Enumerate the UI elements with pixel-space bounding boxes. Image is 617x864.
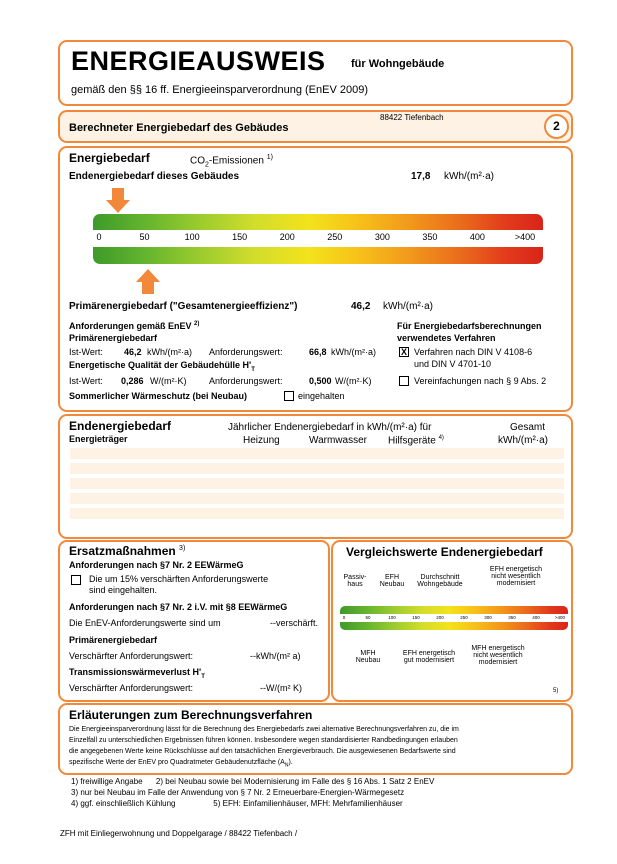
scale-tick-label: 300 bbox=[374, 232, 390, 242]
istwert-value: 46,2 bbox=[124, 347, 142, 357]
vergleich-passivhaus-label: Passiv- haus bbox=[343, 574, 367, 588]
ersatz-a7-check-line1: Die um 15% verschärften Anforderungswerte bbox=[89, 574, 269, 584]
header-box bbox=[58, 40, 573, 106]
col-hilfsgeraete: Hilfsgeräte $^{4)}$ bbox=[388, 435, 444, 447]
endenergie-table-title: Endenergiebedarf bbox=[69, 419, 172, 433]
vergleich-scale-tick-label: 150 bbox=[412, 615, 420, 620]
istwert-unit: kWh/(m²·a) bbox=[147, 347, 192, 357]
erlaeuterungen-text-line4: spezifische Werte der EnEV pro Quadratmeter Gebäudenutzfläche $(A_N)$. bbox=[69, 759, 293, 769]
vergleich-scale-ticks bbox=[340, 614, 568, 622]
footnote-line3: 4) ggf. einschließlich Kühlung 5) EFH: Einfamilienhäuser, MFH: Mehrfamilienhäuser bbox=[71, 799, 403, 808]
verfahren-din-checkbox[interactable]: X bbox=[400, 347, 407, 357]
scale-tick-label: 0 bbox=[96, 232, 102, 242]
vergleich-scale-tick-label: 50 bbox=[365, 615, 371, 620]
endenergie-arrow bbox=[105, 188, 131, 214]
ersatz-title: Ersatzmaßnahmen $^{3)}$ bbox=[69, 544, 186, 558]
istwert-label: Ist-Wert: bbox=[69, 347, 103, 357]
huelle-anf-label: Anforderungswert: bbox=[209, 376, 283, 386]
huelle-ist-label: Ist-Wert: bbox=[69, 376, 103, 386]
erlaeuterungen-text-line3: die angegebenen Werte keine Rückschlüsse auf den tatsächlichen Energieverbrauch. Die ausgewiesenen Bedarfswerte sind bbox=[69, 748, 456, 755]
ersatz-a7-title: Anforderungen nach §7 Nr. 2 EEWärmeG bbox=[69, 560, 244, 570]
endenergie-label: Endenergiebedarf dieses Gebäudes bbox=[69, 171, 240, 182]
col-gesamt: Gesamt bbox=[510, 422, 546, 433]
verfahren-vereinfachung-checkbox[interactable] bbox=[399, 376, 409, 386]
erlaeuterungen-box bbox=[58, 703, 573, 775]
primaerenergie-label: Primärenergiebedarf ("Gesamtenergieeffizienz") bbox=[69, 301, 298, 312]
scale-tick-label: 250 bbox=[327, 232, 343, 242]
anforderungswert-value: 66,8 bbox=[309, 347, 327, 357]
scale-tick-label: 150 bbox=[232, 232, 248, 242]
col-heizung: Heizung bbox=[243, 435, 280, 446]
table-row bbox=[70, 478, 564, 489]
ersatz-a7-check-line2: sind eingehalten. bbox=[89, 585, 158, 595]
vergleich-scale-tick-label: 250 bbox=[460, 615, 468, 620]
ersatz-primaer-title: Primärenergiebedarf bbox=[69, 635, 158, 645]
huelle-title: Energetische Qualität der Gebäudehülle $H'_T$ bbox=[69, 360, 255, 373]
vergleich-scale-tick-label: 350 bbox=[508, 615, 516, 620]
energiebedarf-title: Energiebedarf bbox=[69, 151, 150, 165]
table-row bbox=[70, 448, 564, 459]
vergleich-efh-gut-modernisiert-label: EFH energetisch gut modernisiert bbox=[402, 650, 456, 664]
vergleich-mfh-nicht-modernisiert-label: MFH energetisch nicht wesentlich modernisiert bbox=[471, 645, 525, 666]
ersatz-trans-label: Verschärfter Anforderungswert: bbox=[69, 683, 194, 693]
document-subtitle: gemäß den §§ 16 ff. Energieeinsparverordnung (EnEV 2009) bbox=[71, 84, 368, 96]
co2-label: $CO_2$-Emissionen $^{1)}$ bbox=[190, 154, 273, 169]
energiebedarf-box bbox=[58, 146, 573, 412]
ersatz-a8-line: Die EnEV-Anforderungswerte sind um bbox=[69, 618, 221, 628]
ersatz-trans-value: --W/(m² K) bbox=[260, 683, 302, 693]
vergleich-scale-tick-label: 100 bbox=[388, 615, 396, 620]
footnote-line2: 3) nur bei Neubau im Falle der Anwendung von § 7 Nr. 2 Erneuerbare-Energien-Wärmegesetz bbox=[71, 788, 405, 797]
verfahren-din-label-line2: und DIN V 4701-10 bbox=[414, 359, 492, 369]
endenergie-unit: kWh/(m²·a) bbox=[444, 171, 494, 182]
page-number: 2 bbox=[553, 119, 560, 133]
col-group-header: Jährlicher Endenergiebedarf in kWh/(m²·a) für bbox=[228, 422, 432, 433]
vergleichswerte-box bbox=[331, 540, 573, 702]
verfahren-vereinfachung-label: Vereinfachungen nach § 9 Abs. 2 bbox=[414, 376, 547, 386]
scale-tick-label: 50 bbox=[139, 232, 150, 242]
energy-scale-ticks bbox=[93, 230, 543, 247]
primaerenergie-value: 46,2 bbox=[351, 301, 371, 312]
scale-tick-label: >400 bbox=[514, 232, 536, 242]
endenergie-table-box bbox=[58, 414, 573, 539]
vergleich-mfh-neubau-label: MFH Neubau bbox=[355, 650, 381, 664]
section-bar-label: Berechneter Energiebedarf des Gebäudes bbox=[69, 122, 289, 134]
anforderungswert-label: Anforderungswert: bbox=[209, 347, 283, 357]
ersatz-trans-title: Transmissionswärmeverlust $H'_T$ bbox=[69, 667, 205, 680]
huelle-ist-value: 0,286 bbox=[121, 376, 144, 386]
section-bar-location: 88422 Tiefenbach bbox=[380, 113, 444, 122]
vergleich-footnote: 5) bbox=[553, 688, 559, 694]
section-bar bbox=[58, 110, 573, 143]
page-footer: ZFH mit Einliegerwohnung und Doppelgarage / 88422 Tiefenbach / bbox=[60, 829, 298, 838]
ersatz-a8-title: Anforderungen nach §7 Nr. 2 i.V. mit §8 EEWärmeG bbox=[69, 602, 288, 612]
verfahren-title-line1: Für Energiebedarfsberechnungen bbox=[397, 321, 542, 331]
vergleich-scale-tick-label: 0 bbox=[342, 615, 346, 620]
scale-tick-label: 400 bbox=[469, 232, 485, 242]
erlaeuterungen-title: Erläuterungen zum Berechnungsverfahren bbox=[69, 708, 313, 722]
verfahren-din-label-line1: Verfahren nach DIN V 4108-6 bbox=[414, 347, 533, 357]
huelle-anf-value: 0,500 bbox=[309, 376, 332, 386]
vergleich-title: Vergleichswerte Endenergiebedarf bbox=[346, 545, 543, 559]
primaerenergie-arrow bbox=[135, 269, 161, 295]
footnote-line1: 1) freiwillige Angabe 2) bei Neubau sowie bei Modernisierung im Falle des § 16 Abs. 1 Satz 2 EnEV bbox=[71, 777, 435, 786]
page-number-badge bbox=[544, 114, 569, 139]
erlaeuterungen-text-line2: Einzelfall zu unterschiedlichen Ergebnissen führen können. Insbesondere wegen standardisierter Randbedingungen erlauben bbox=[69, 737, 458, 744]
verfahren-title-line2: verwendetes Verfahren bbox=[397, 333, 496, 343]
ersatz-primaer-label: Verschärfter Anforderungswert: bbox=[69, 651, 194, 661]
vergleich-durchschnitt-label: Durchschnitt Wohngebäude bbox=[417, 574, 463, 588]
ersatz-primaer-value: --kWh/(m² a) bbox=[250, 651, 301, 661]
ersatz-a8-value: --verschärft. bbox=[270, 618, 319, 628]
col-warmwasser: Warmwasser bbox=[309, 435, 367, 446]
primaerenergie-unit: kWh/(m²·a) bbox=[383, 301, 433, 312]
vergleich-scale-tick-label: 300 bbox=[484, 615, 492, 620]
anforderungen-title: Anforderungen gemäß EnEV $^{2)}$ bbox=[69, 321, 200, 331]
huelle-ist-unit: W/(m²·K) bbox=[150, 376, 187, 386]
ersatzmassnahmen-box bbox=[58, 540, 330, 702]
ersatz-a7-checkbox[interactable] bbox=[71, 575, 81, 585]
scale-tick-label: 100 bbox=[184, 232, 200, 242]
waermeschutz-label: Sommerlicher Wärmeschutz (bei Neubau) bbox=[69, 391, 248, 401]
huelle-anf-unit: W/(m²·K) bbox=[335, 376, 372, 386]
vergleich-efh-neubau-label: EFH Neubau bbox=[379, 574, 405, 588]
vergleich-scale-tick-label: >400 bbox=[554, 615, 566, 620]
table-row bbox=[70, 493, 564, 504]
col-energietraeger: Energieträger bbox=[69, 434, 128, 444]
waermeschutz-checkbox[interactable] bbox=[284, 391, 294, 401]
primaer-subtitle: Primärenergiebedarf bbox=[69, 333, 158, 343]
anforderungswert-unit: kWh/(m²·a) bbox=[331, 347, 376, 357]
table-row bbox=[70, 463, 564, 474]
document-title-suffix: für Wohngebäude bbox=[351, 58, 445, 70]
erlaeuterungen-text-line1: Die Energieeinsparverordnung lässt für die Berechnung des Energiebedarfs zwei alternative Berechnungsverfahren zu, die im bbox=[69, 726, 459, 733]
endenergie-value: 17,8 bbox=[411, 171, 431, 182]
vergleich-scale-tick-label: 400 bbox=[532, 615, 540, 620]
vergleich-scale-tick-label: 200 bbox=[436, 615, 444, 620]
waermeschutz-checkbox-label: eingehalten bbox=[298, 391, 345, 401]
table-row bbox=[70, 508, 564, 519]
document-title: ENERGIEAUSWEIS bbox=[71, 46, 326, 76]
scale-tick-label: 350 bbox=[422, 232, 438, 242]
scale-tick-label: 200 bbox=[279, 232, 295, 242]
col-gesamt-unit: kWh/(m²·a) bbox=[498, 435, 548, 446]
vergleich-efh-nicht-modernisiert-label: EFH energetisch nicht wesentlich modernisiert bbox=[489, 566, 543, 587]
